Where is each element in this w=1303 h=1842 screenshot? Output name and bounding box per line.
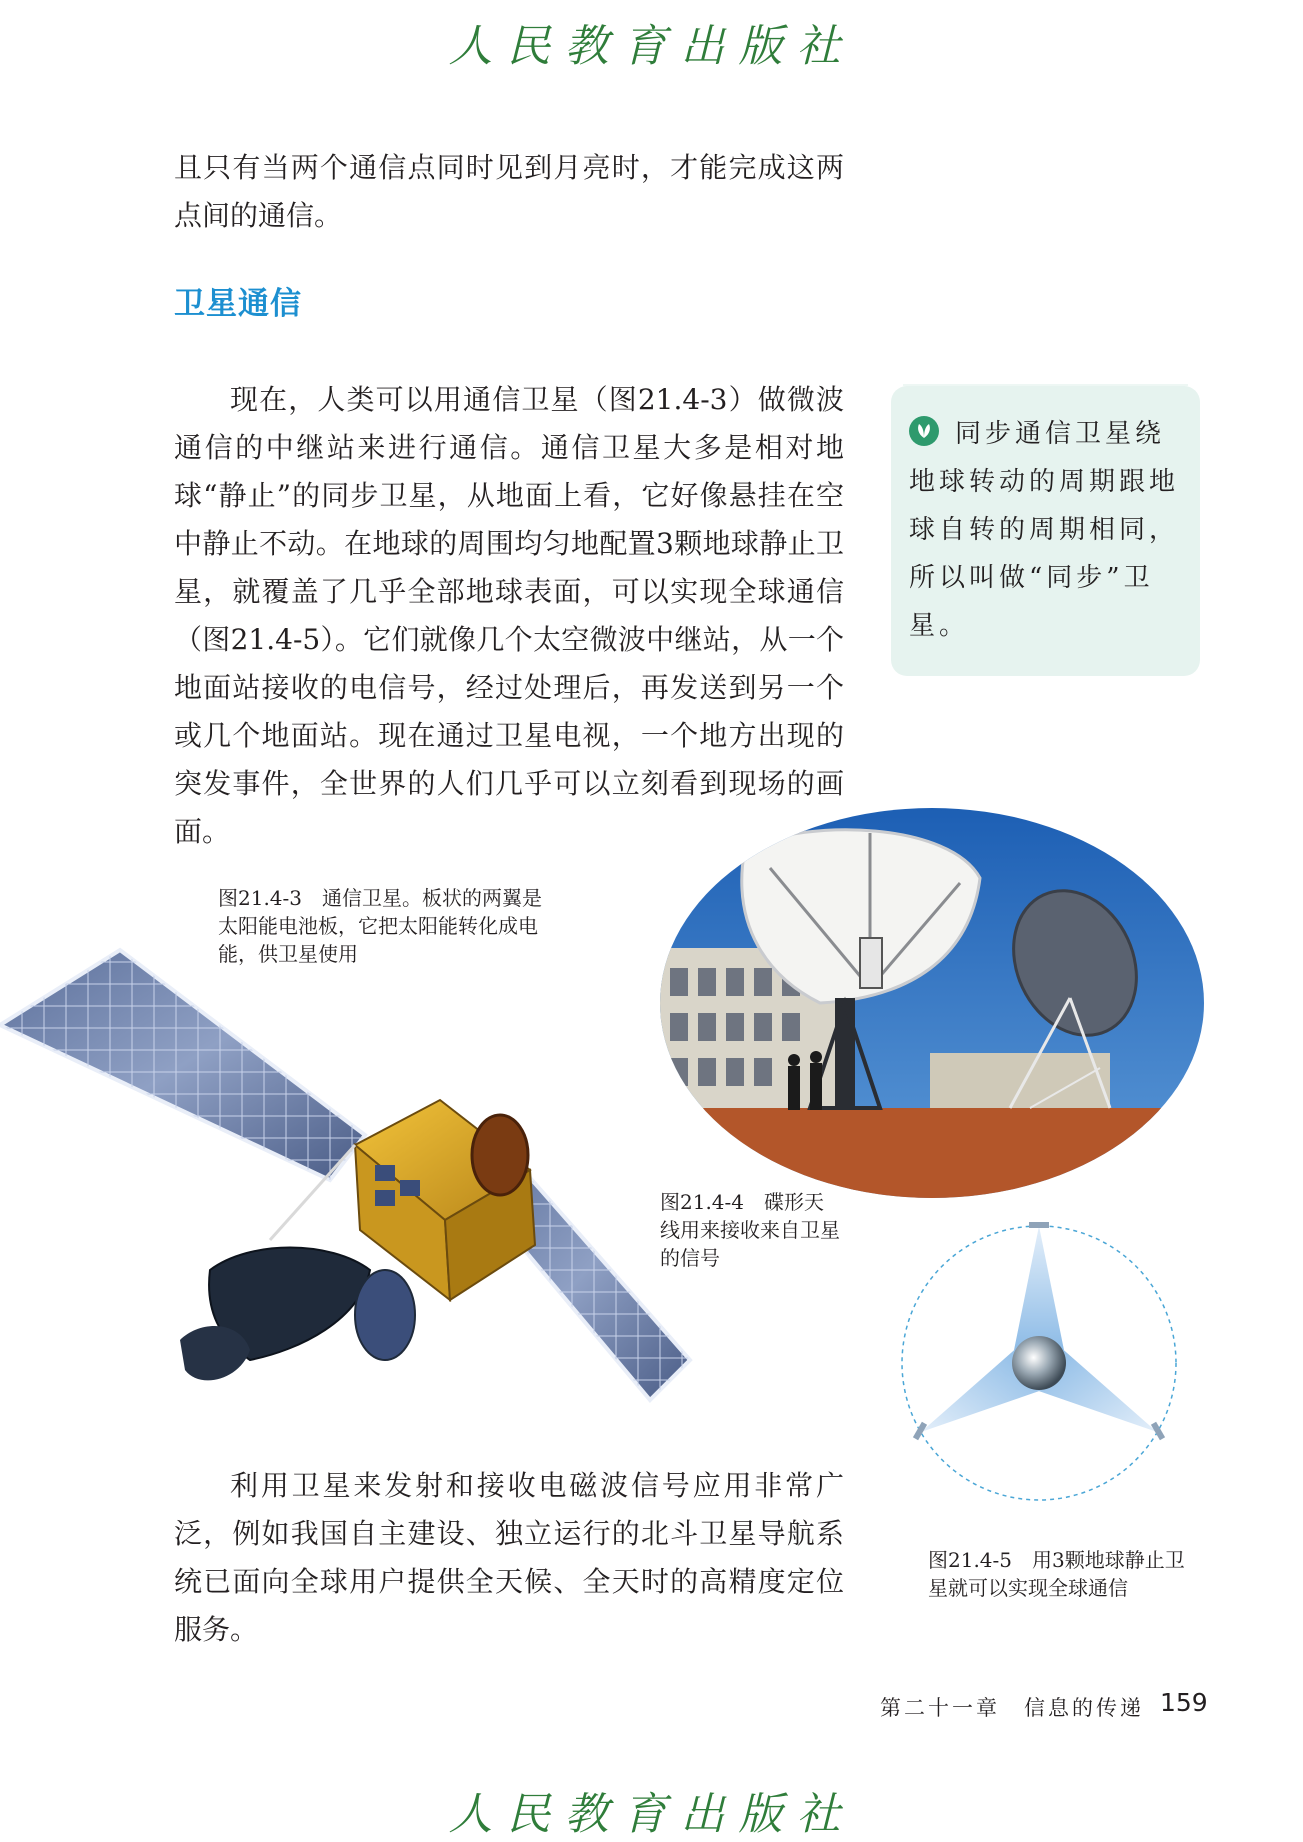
satellite-icon <box>1029 1222 1049 1228</box>
satellite-icon <box>913 1422 927 1441</box>
paragraph-satellite: 现在，人类可以用通信卫星（图21.4-3）做微波通信的中继站来进行通信。通信卫星大多是相对地球“静止”的同步卫星，从地面上看，它好像悬挂在空中静止不动。在地球的周围均匀地配置3颗地球静止卫星，就覆盖了几乎全部地球表面，可以实现全球通信（图21.4-5）。它们就像几个太空微波中继站，从一个地面站接收的电信号，经过处理后，再发送到另一个或几个地面站。现在通过卫星电视，一个地方出现的突发事件，全世界的人们几乎可以立刻看到现场的画面。 <box>174 383 844 848</box>
tip-leaf-icon <box>909 416 939 446</box>
sidebar-note-text: 同步通信卫星绕地球转动的周期跟地球自转的周期相同，所以叫做“同步”卫星。 <box>909 419 1180 641</box>
figure-3-caption: 图21.4-3 通信卫星。板状的两翼是太阳能电池板，它把太阳能转化成电能，供卫星使用 <box>218 886 543 966</box>
three-satellite-coverage-figure <box>898 1210 1198 1540</box>
dish-antenna-figure <box>660 808 1205 1198</box>
earth-icon <box>1012 1336 1066 1390</box>
page-number: 159 <box>1160 1688 1208 1717</box>
paragraph-beidou: 利用卫星来发射和接收电磁波信号应用非常广泛，例如我国自主建设、独立运行的北斗卫星导航系统已面向全球用户提供全天候、全天时的高精度定位服务。 <box>174 1469 844 1646</box>
satellite-icon <box>1151 1422 1165 1441</box>
sidebar-note <box>891 386 1200 676</box>
ground <box>660 1108 1205 1198</box>
figure-4-caption: 图21.4-4 碟形天线用来接收来自卫星的信号 <box>660 1190 840 1270</box>
section-title: 卫星通信 <box>174 286 302 322</box>
paragraph-intro: 且只有当两个通信点同时见到月亮时，才能完成这两点间的通信。 <box>174 151 844 232</box>
sidebar-note-body <box>909 410 1182 650</box>
publisher-header: 人民教育出版社 <box>448 21 855 72</box>
satellite-figure <box>0 940 700 1410</box>
chapter-label: 第二十一章 信息的传递 <box>880 1696 1144 1720</box>
solar-panel-left <box>0 950 365 1180</box>
figure-5-caption: 图21.4-5 用3颗地球静止卫星就可以实现全球通信 <box>928 1548 1185 1600</box>
publisher-footer: 人民教育出版社 <box>448 1789 855 1840</box>
